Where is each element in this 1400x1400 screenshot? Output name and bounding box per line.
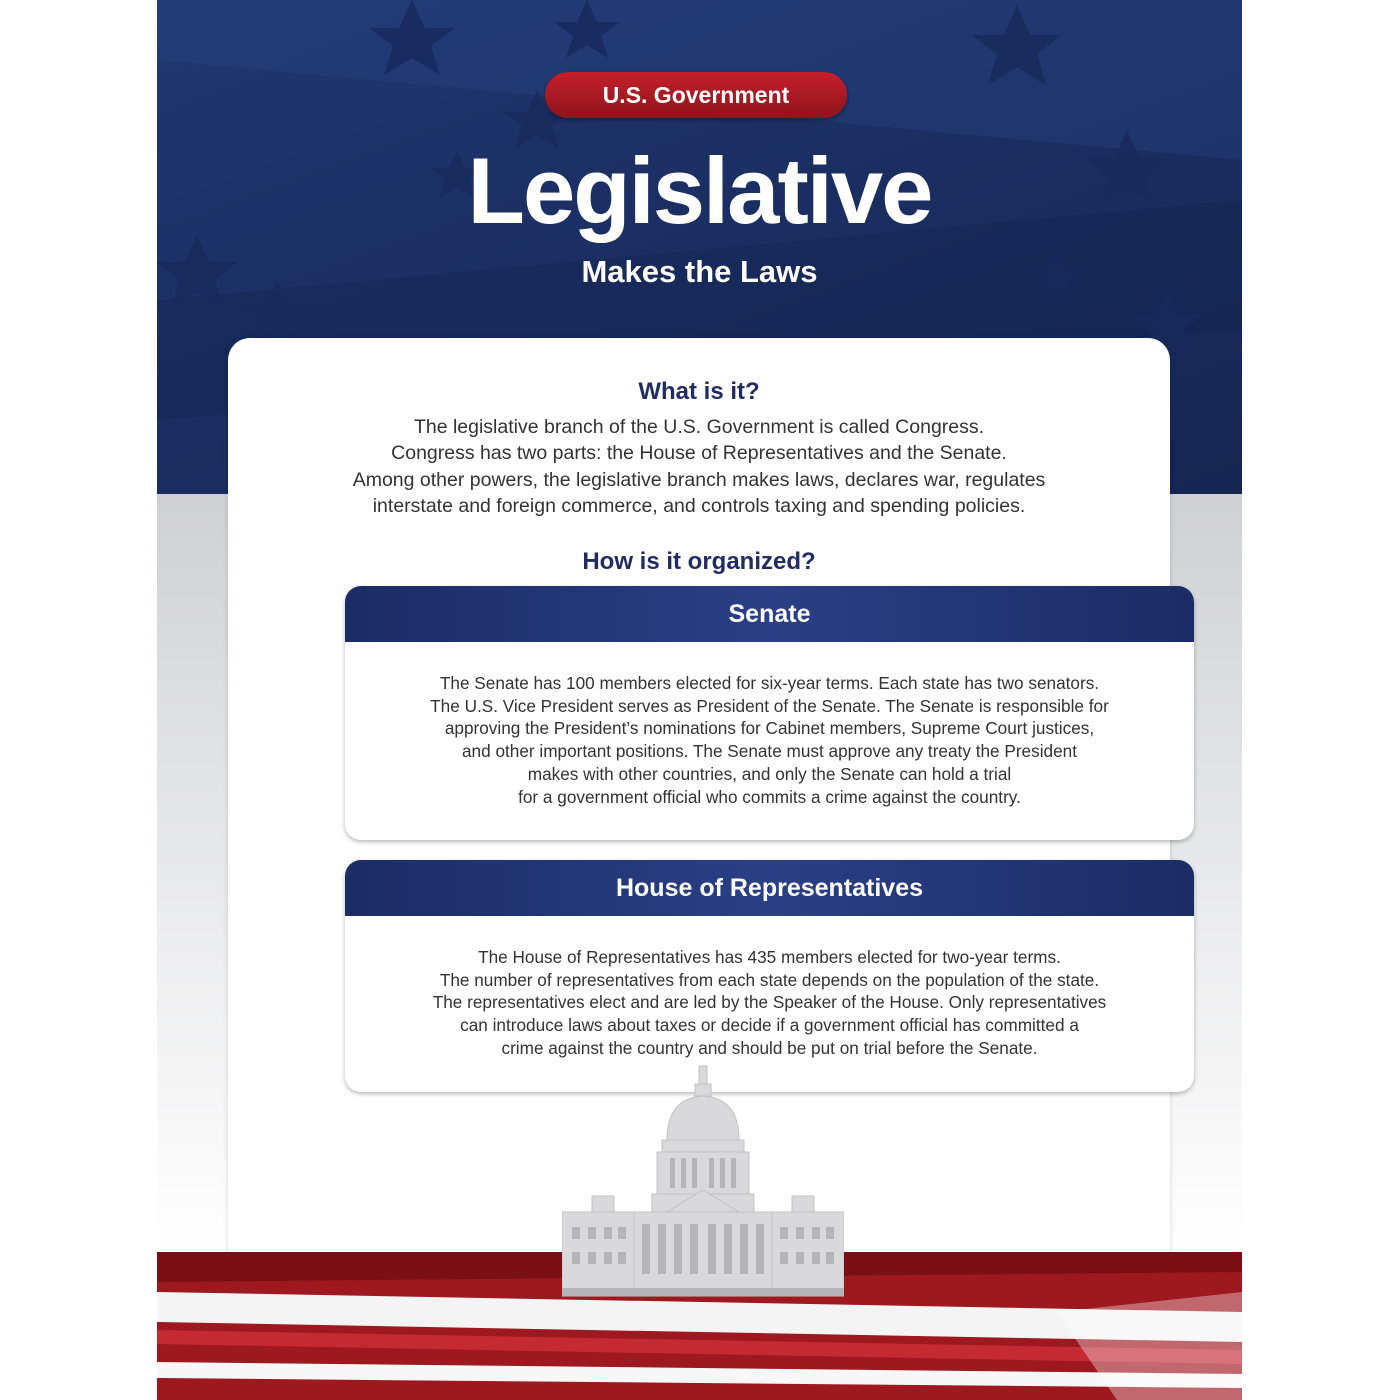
what-description: [288, 414, 1110, 519]
category-badge: U.S. Government: [545, 72, 847, 118]
house-title: House of Representatives: [345, 860, 1194, 916]
what-line: interstate and foreign commerce, and controls taxing and spending policies.: [372, 494, 1026, 517]
house-panel: [345, 860, 1194, 1092]
capitol-building-icon: [562, 1062, 844, 1300]
house-description: [345, 916, 1194, 1060]
senate-line: approving the President’s nominations for Cabinet members, Supreme Court justices,: [444, 718, 1095, 739]
house-line: The number of representatives from each state depends on the population of the state.: [439, 969, 1100, 990]
house-line: The House of Representatives has 435 members elected for two-year terms.: [478, 947, 1061, 967]
page-subtitle: Makes the Laws: [581, 254, 818, 289]
how-heading: How is it organized?: [582, 548, 816, 575]
what-heading: What is it?: [638, 378, 760, 405]
senate-panel: [345, 586, 1194, 840]
senate-title: Senate: [345, 586, 1194, 642]
house-line: crime against the country and should be put on trial before the Senate.: [501, 1037, 1038, 1058]
senate-line: for a government official who commits a crime against the country.: [518, 786, 1021, 807]
poster: [157, 0, 1242, 1400]
senate-line: The Senate has 100 members elected for six-year terms. Each state has two senators.: [439, 673, 1100, 693]
what-line: Congress has two parts: the House of Representatives and the Senate.: [391, 442, 1007, 465]
what-line: The legislative branch of the U.S. Government is called Congress.: [413, 416, 985, 438]
house-line: can introduce laws about taxes or decide if a government official has committed a: [460, 1015, 1079, 1036]
senate-line: makes with other countries, and only the Senate can hold a trial: [527, 763, 1012, 784]
house-line: The representatives elect and are led by the Speaker of the House. Only representatives: [432, 992, 1107, 1013]
senate-description: [345, 642, 1194, 808]
senate-line: and other important positions. The Senate must approve any treaty the President: [462, 741, 1077, 762]
senate-line: The U.S. Vice President serves as President of the Senate. The Senate is responsible for: [430, 695, 1109, 716]
page-title: Legislative: [467, 138, 932, 243]
what-line: Among other powers, the legislative branch makes laws, declares war, regulates: [352, 468, 1046, 491]
